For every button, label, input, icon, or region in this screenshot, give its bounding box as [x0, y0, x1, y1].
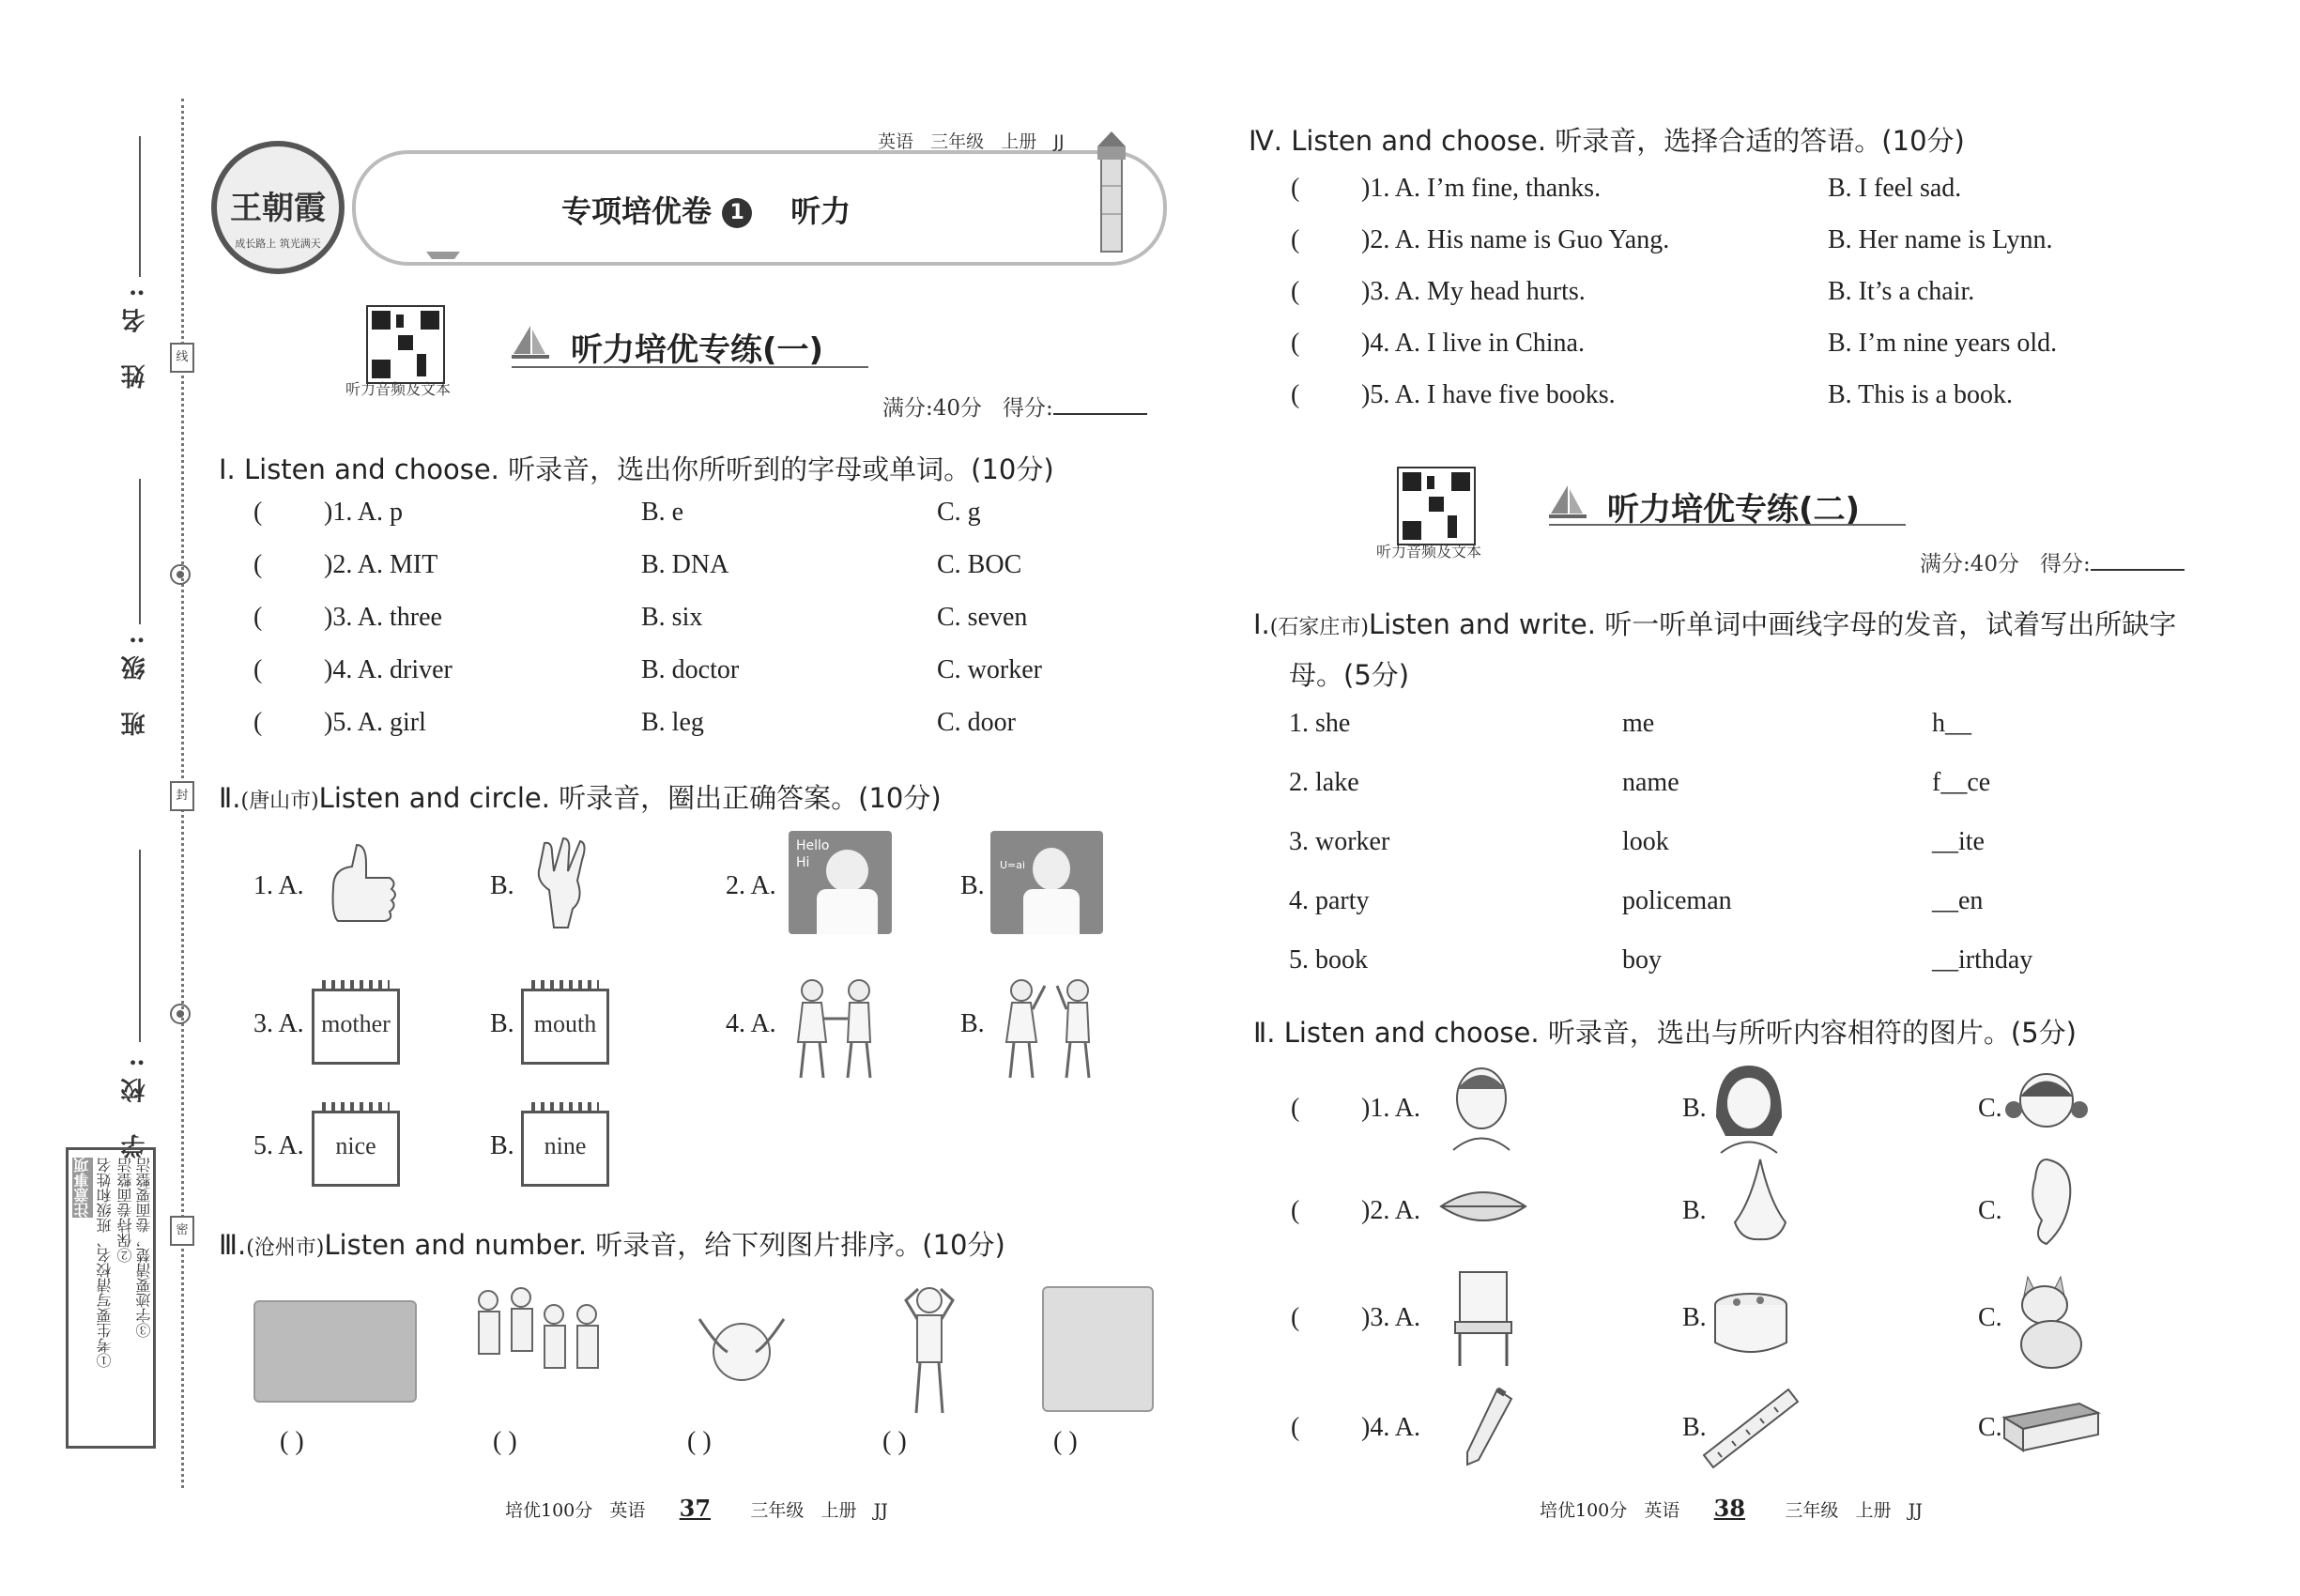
answer-blank[interactable]: ( )	[1053, 1427, 1078, 1456]
qr-caption: 听力音频及文本	[345, 380, 452, 398]
option-label: C.	[1978, 1413, 2002, 1442]
paren-open[interactable]: (	[253, 603, 263, 632]
hole-punch-icon	[169, 563, 197, 591]
option-a[interactable]: )1. A. p	[324, 498, 403, 527]
sailboat-icon	[512, 324, 549, 361]
notice-box	[66, 1147, 156, 1449]
notice-item-1: ①考生要写清校名、班级和姓名	[96, 1158, 114, 1368]
question-heading: Ⅱ.(唐山市)Listen and circle. 听录音，圈出正确答案。(10分)	[219, 782, 942, 814]
word-blank[interactable]: f__ce	[1932, 768, 1991, 797]
answer-blank[interactable]: ( )	[687, 1427, 712, 1456]
option-b[interactable]: B. e	[641, 498, 684, 527]
word-col-1: 1. she	[1289, 709, 1351, 738]
logo-text: 王朝霞	[230, 190, 326, 227]
mouth-picture[interactable]	[1436, 1183, 1530, 1230]
girl-face-picture[interactable]	[2004, 1061, 2089, 1155]
option-label: B.	[960, 871, 985, 900]
option-c[interactable]: C. worker	[937, 655, 1042, 684]
cut-mark-xian: 线	[170, 343, 194, 373]
question-heading: Ⅰ.(石家庄市)Listen and write. 听一听单词中画线字母的发音，试着写出所缺字	[1253, 608, 2177, 640]
option-a[interactable]: )2. A. MIT	[324, 550, 438, 579]
children-shaking-hands-picture[interactable]	[784, 976, 887, 1084]
man-face-picture[interactable]	[1444, 1061, 1519, 1155]
option-a[interactable]: )3. A. three	[324, 603, 442, 632]
option-label: 1. A.	[253, 871, 304, 900]
score-input[interactable]	[1053, 413, 1147, 415]
section-title-2: 听力培优专练(二)	[1607, 491, 1861, 529]
hole-punch-icon	[169, 1003, 197, 1031]
option-label: )2. A.	[1361, 1196, 1420, 1225]
word-col-2: me	[1622, 709, 1655, 738]
class-label: 班 级:	[121, 624, 149, 736]
option-label: )4. A.	[1361, 1413, 1420, 1442]
option-b[interactable]: B. six	[641, 603, 703, 632]
boy-touching-head-picture[interactable]	[892, 1281, 967, 1422]
name-write-line[interactable]	[139, 136, 141, 277]
option-label: C.	[1978, 1196, 2002, 1225]
page-number: 37	[679, 1495, 712, 1522]
paren-open[interactable]: (	[253, 655, 263, 684]
title-number-badge: 1	[722, 198, 752, 228]
option-label: 5. A.	[253, 1131, 304, 1160]
thumbs-up-hand-icon[interactable]	[314, 840, 399, 934]
qr-caption: 听力音频及文本	[1376, 543, 1482, 560]
word-col-1: 4. party	[1289, 886, 1370, 915]
header-meta	[878, 128, 1065, 153]
cat-picture[interactable]	[2009, 1267, 2093, 1371]
word-blank[interactable]: __irthday	[1932, 945, 2033, 974]
paren-open[interactable]: (	[253, 550, 263, 579]
word-card[interactable]: nice	[312, 1111, 400, 1187]
book-picture[interactable]	[2000, 1399, 2103, 1455]
meta-term: 上册	[1001, 131, 1037, 152]
option-a[interactable]: )5. A. girl	[324, 708, 426, 737]
qr-code-icon[interactable]	[366, 305, 445, 384]
word-blank[interactable]: __ite	[1932, 827, 1985, 856]
option-label: 4. A.	[726, 1009, 776, 1038]
option-label: B.	[1682, 1413, 1707, 1442]
option-a[interactable]: )2. A. His name is Guo Yang.	[1361, 225, 1670, 254]
school-label: 学 校:	[121, 1047, 149, 1159]
paren-open[interactable]: (	[253, 708, 263, 737]
score-total: 满分:40分 得分:	[1920, 546, 2185, 577]
question-heading: Ⅳ. Listen and choose. 听录音，选择合适的答语。(10分)	[1249, 125, 1965, 157]
question-heading-cont: 母。(5分)	[1289, 659, 1410, 691]
option-label: B.	[1682, 1196, 1707, 1225]
paren-open[interactable]: (	[1291, 380, 1300, 409]
teacher-greeting-picture[interactable]: Hello Hi	[789, 831, 892, 934]
section-title-1: 听力培优专练(一)	[571, 331, 824, 369]
option-b[interactable]: B. leg	[641, 708, 704, 737]
sailboat-icon	[1549, 483, 1587, 521]
option-label: B.	[960, 1009, 985, 1038]
option-label: B.	[490, 1009, 514, 1038]
nose-picture[interactable]	[1727, 1155, 1793, 1249]
notice-item-3: ③字迹要清楚，卷面要整洁	[135, 1158, 153, 1338]
option-label: B.	[490, 871, 514, 900]
word-blank[interactable]: h__	[1932, 709, 1971, 738]
score-total: 满分:40分 得分:	[882, 391, 1147, 422]
page-number: 38	[1713, 1495, 1746, 1522]
option-c[interactable]: C. seven	[937, 603, 1028, 632]
option-b[interactable]: B. doctor	[641, 655, 740, 684]
paren-open[interactable]: (	[1291, 1413, 1300, 1442]
chair-picture[interactable]	[1450, 1267, 1516, 1371]
cut-mark-mi: 密	[170, 1216, 194, 1246]
option-label: B.	[1682, 1303, 1707, 1332]
class-write-line[interactable]	[139, 479, 141, 624]
page-title	[561, 188, 851, 231]
word-col-1: 5. book	[1289, 945, 1368, 974]
ok-hand-icon[interactable]	[526, 834, 601, 937]
word-card[interactable]: mouth	[521, 989, 609, 1065]
publisher-logo	[211, 141, 345, 274]
option-b[interactable]: B. I’m nine years old.	[1828, 329, 2058, 358]
paren-open[interactable]: (	[1291, 1196, 1300, 1225]
footer-right-page: 培优100分 英语 38 三年级 上册 JJ	[1540, 1495, 1923, 1522]
word-blank[interactable]: __en	[1932, 886, 1984, 915]
notice-item-2: ②保持卷面整洁	[116, 1158, 134, 1263]
option-b[interactable]: B. This is a book.	[1828, 380, 2014, 409]
paren-open[interactable]: (	[1291, 1303, 1300, 1332]
children-group-picture[interactable]	[465, 1286, 606, 1399]
option-b[interactable]: B. DNA	[641, 550, 729, 579]
cake-picture[interactable]	[1709, 1281, 1793, 1366]
word-col-2: look	[1622, 827, 1669, 856]
word-card[interactable]: nine	[521, 1111, 609, 1187]
city-tag: (石家庄市)	[1269, 616, 1369, 639]
option-label: 2. A.	[726, 871, 776, 900]
logo-subtitle: 成长路上 筑光满天	[235, 238, 321, 250]
name-label: 姓 名:	[121, 277, 149, 389]
option-a[interactable]: )5. A. I have five books.	[1361, 380, 1616, 409]
option-label: 3. A.	[253, 1009, 304, 1038]
question-heading: Ⅱ. Listen and choose. 听录音，选出与所听内容相符的图片。(5分)	[1253, 1017, 2077, 1049]
option-b[interactable]: B. It’s a chair.	[1828, 277, 1975, 306]
paren-open[interactable]: (	[1291, 174, 1300, 203]
ruler-picture[interactable]	[1699, 1385, 1802, 1469]
answer-blank[interactable]: ( )	[882, 1427, 907, 1456]
question-heading: Ⅲ.(沧州市)Listen and number. 听录音，给下列图片排序。(10分)	[219, 1229, 1005, 1261]
option-b[interactable]: B. Her name is Lynn.	[1828, 225, 2053, 254]
option-label: )3. A.	[1361, 1303, 1420, 1332]
teacher-woman-picture[interactable]: U=ai	[990, 831, 1103, 934]
pencil-picture[interactable]	[1460, 1385, 1516, 1469]
question-heading: Ⅰ. Listen and choose. 听录音，选出你所听到的字母或单词。(10分)	[219, 453, 1054, 485]
word-col-2: boy	[1622, 945, 1662, 974]
city-tag: (唐山市)	[240, 790, 319, 813]
option-a[interactable]: )1. A. I’m fine, thanks.	[1361, 174, 1602, 203]
lighthouse-icon	[1084, 130, 1141, 261]
title-topic: 听力	[790, 193, 851, 229]
section-underline	[1549, 524, 1906, 526]
word-col-1: 2. lake	[1289, 768, 1359, 797]
title-text: 专项培优卷	[561, 193, 713, 229]
option-label: )1. A.	[1361, 1094, 1420, 1123]
cut-mark-feng: 封	[170, 781, 194, 811]
meta-subject: 英语	[878, 131, 914, 152]
family-outdoor-picture[interactable]	[1042, 1286, 1154, 1412]
woman-face-picture[interactable]	[1707, 1061, 1791, 1155]
classroom-board-picture[interactable]	[253, 1300, 417, 1403]
option-label: B.	[490, 1131, 514, 1160]
option-a[interactable]: )3. A. My head hurts.	[1361, 277, 1586, 306]
score-input[interactable]	[2091, 569, 2185, 571]
meta-version: JJ	[1053, 131, 1065, 152]
notice-title: 注意事项	[73, 1158, 91, 1218]
paren-open[interactable]: (	[1291, 225, 1300, 254]
school-write-line[interactable]	[139, 850, 141, 1042]
city-tag: (沧州市)	[246, 1236, 325, 1260]
meta-grade: 三年级	[930, 131, 985, 152]
paren-open[interactable]: (	[1291, 329, 1300, 358]
paren-open[interactable]: (	[1291, 277, 1300, 306]
paren-open[interactable]: (	[253, 498, 263, 527]
option-c[interactable]: C. BOC	[937, 550, 1022, 579]
option-label: C.	[1978, 1303, 2002, 1332]
qr-code-icon[interactable]	[1397, 467, 1476, 545]
paren-open[interactable]: (	[1291, 1094, 1300, 1123]
option-b[interactable]: B. I feel sad.	[1828, 174, 1962, 203]
answer-blank[interactable]: ( )	[280, 1427, 304, 1456]
word-col-1: 3. worker	[1289, 827, 1390, 856]
children-waving-picture[interactable]	[993, 976, 1106, 1084]
hands-on-nose-picture[interactable]	[690, 1300, 793, 1404]
option-c[interactable]: C. g	[937, 498, 981, 527]
option-a[interactable]: )4. A. driver	[324, 655, 452, 684]
section-underline	[512, 366, 868, 368]
footer-left-page: 培优100分 英语 37 三年级 上册 JJ	[505, 1495, 888, 1522]
ear-picture[interactable]	[2018, 1155, 2075, 1249]
word-col-2: policeman	[1622, 886, 1732, 915]
option-label: B.	[1682, 1094, 1707, 1123]
word-col-2: name	[1622, 768, 1679, 797]
word-card[interactable]: mother	[312, 989, 400, 1065]
boat-icon	[424, 242, 462, 261]
option-label: C.	[1978, 1094, 2002, 1123]
option-c[interactable]: C. door	[937, 708, 1016, 737]
answer-blank[interactable]: ( )	[493, 1427, 517, 1456]
option-a[interactable]: )4. A. I live in China.	[1361, 329, 1585, 358]
